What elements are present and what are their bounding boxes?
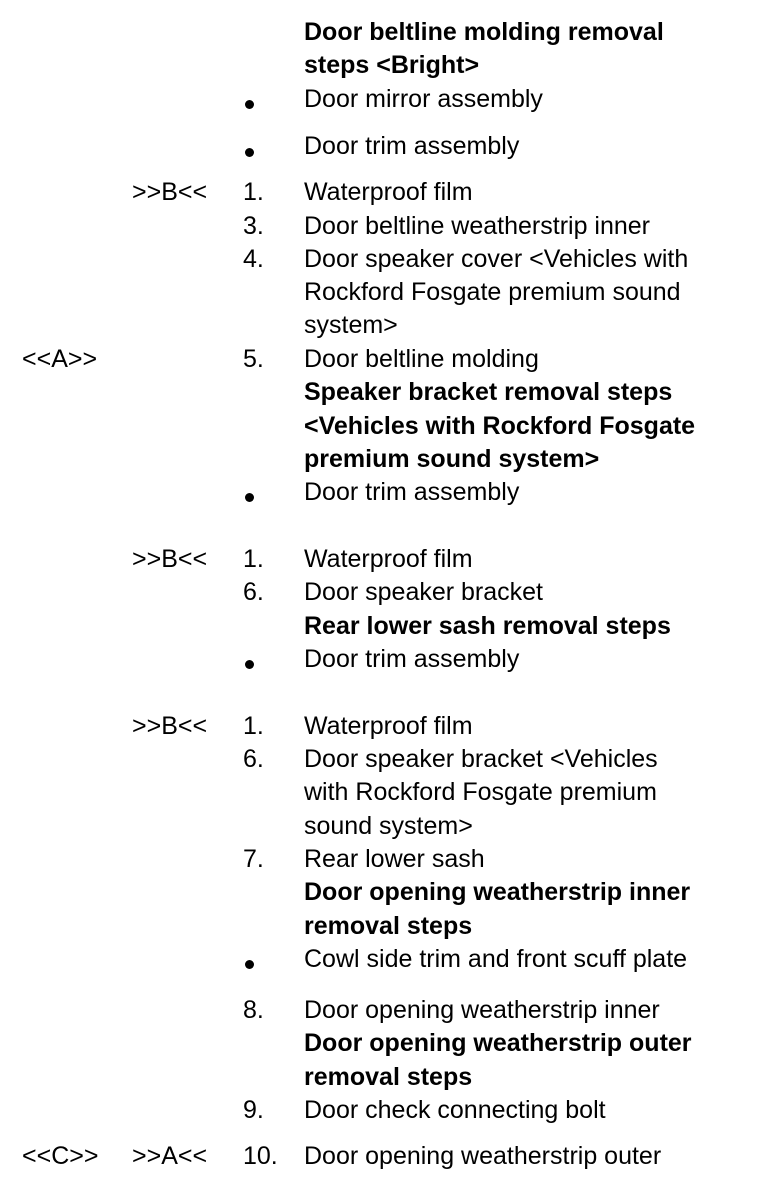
section-heading: Door opening weatherstrip outer bbox=[304, 1029, 692, 1057]
step-text: Waterproof film bbox=[304, 178, 473, 206]
step-text: Door beltline molding bbox=[304, 345, 539, 373]
reference-mark: >>B<< bbox=[132, 178, 208, 206]
section-heading: Rear lower sash removal steps bbox=[304, 612, 671, 640]
reference-mark: <<C>> bbox=[22, 1142, 99, 1170]
step-number: 1. bbox=[243, 545, 264, 573]
reference-mark: >>A<< bbox=[132, 1142, 208, 1170]
list-item: Cowl side trim and front scuff plate bbox=[304, 945, 688, 973]
step-text: Door check connecting bolt bbox=[304, 1096, 606, 1124]
step-text: Door speaker bracket bbox=[304, 578, 544, 606]
step-text: Door beltline weatherstrip inner bbox=[304, 212, 651, 240]
step-text: Rockford Fosgate premium sound bbox=[304, 278, 681, 306]
section-heading: removal steps bbox=[304, 912, 473, 940]
step-number: 7. bbox=[243, 845, 264, 873]
step-number: 1. bbox=[243, 712, 264, 740]
step-text: Waterproof film bbox=[304, 545, 473, 573]
section-heading: Door opening weatherstrip inner bbox=[304, 878, 691, 906]
list-item: Door trim assembly bbox=[304, 478, 520, 506]
step-text: Door opening weatherstrip inner bbox=[304, 996, 660, 1024]
step-text: Door opening weatherstrip outer bbox=[304, 1142, 662, 1170]
step-text: Door speaker cover <Vehicles with bbox=[304, 245, 689, 273]
list-item: Door trim assembly bbox=[304, 645, 520, 673]
step-number: 9. bbox=[243, 1096, 264, 1124]
section-heading: premium sound system> bbox=[304, 445, 600, 473]
section-heading: Speaker bracket removal steps bbox=[304, 378, 673, 406]
step-number: 1. bbox=[243, 178, 264, 206]
step-text: with Rockford Fosgate premium bbox=[304, 778, 657, 806]
step-number: 4. bbox=[243, 245, 264, 273]
step-number: 10. bbox=[243, 1142, 278, 1170]
bullet-icon bbox=[245, 100, 254, 109]
list-item: Door mirror assembly bbox=[304, 85, 543, 113]
bullet-icon bbox=[245, 148, 254, 157]
reference-mark: >>B<< bbox=[132, 545, 208, 573]
bullet-icon bbox=[245, 960, 254, 969]
reference-mark: <<A>> bbox=[22, 345, 98, 373]
reference-mark: >>B<< bbox=[132, 712, 208, 740]
step-number: 6. bbox=[243, 578, 264, 606]
step-text: Rear lower sash bbox=[304, 845, 485, 873]
bullet-icon bbox=[245, 660, 254, 669]
step-text: sound system> bbox=[304, 812, 473, 840]
section-heading: <Vehicles with Rockford Fosgate bbox=[304, 412, 696, 440]
section-heading: steps <Bright> bbox=[304, 51, 480, 79]
step-text: Waterproof film bbox=[304, 712, 473, 740]
step-number: 6. bbox=[243, 745, 264, 773]
list-item: Door trim assembly bbox=[304, 132, 520, 160]
step-number: 8. bbox=[243, 996, 264, 1024]
step-number: 5. bbox=[243, 345, 264, 373]
step-text: system> bbox=[304, 311, 398, 339]
step-number: 3. bbox=[243, 212, 264, 240]
step-text: Door speaker bracket <Vehicles bbox=[304, 745, 658, 773]
bullet-icon bbox=[245, 493, 254, 502]
section-heading: Door beltline molding removal bbox=[304, 18, 664, 46]
section-heading: removal steps bbox=[304, 1063, 473, 1091]
